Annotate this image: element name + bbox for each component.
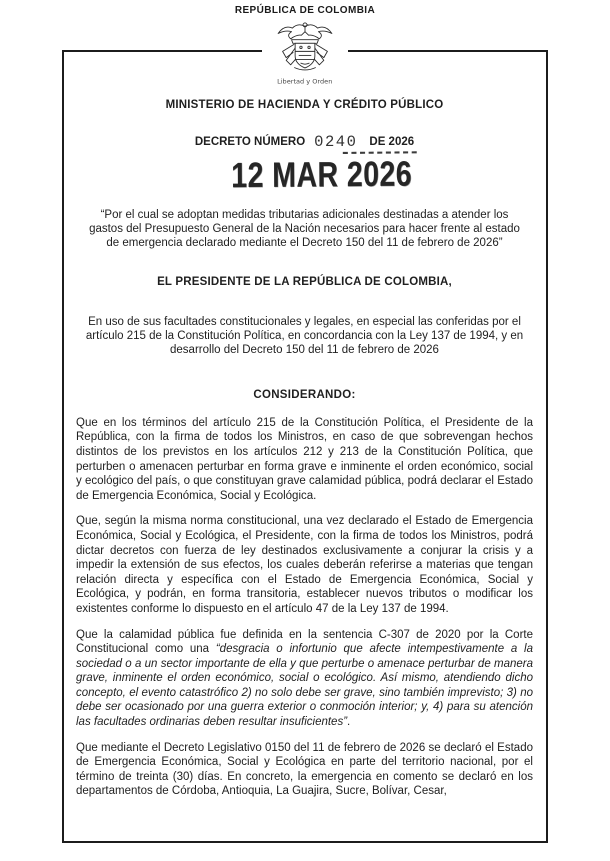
- decree-number-stamp: 0240: [314, 133, 358, 151]
- powers-paragraph: En uso de sus facultades constitucionales y legales, en especial las conferidas por el artículo 215 de la Constitución Política, en concordancia con la Ley 137 de 1994, y en desarrollo del Decreto 150 del 11 de febrero de 2026: [85, 316, 524, 356]
- stamp-date-text: 12 MAR 2026: [230, 154, 413, 196]
- date-stamp-inner: [231, 154, 412, 196]
- consideration-paragraph-4: Que mediante el Decreto Legislativo 0150 del 11 de febrero de 2026 se declaró el Estado de Emergencia Económica, Social y Ecológica en parte del territorio nacional, por el término de treinta (30) días. En concreto, la emergencia en comento se declaró en los departamentos de Córdoba, Antioquia, La Guajira, Sucre, Bolívar, Cesar,: [76, 741, 533, 798]
- consideration-paragraph-1: Que en los términos del artículo 215 de la Constitución Política, el Presidente de la República, con la firma de todos los Ministros, en caso de que sobrevengan hechos distintos de los previstos en los artículos 212 y 213 de la Constitución Política, que perturben o amenacen perturbar en forma grave e inminente el orden económico, social y ecológico del país, o que constituyan grave calamidad pública, podrá declarar el Estado de Emergencia Económica, Social y Ecológica.: [76, 416, 533, 502]
- date-stamp: [76, 156, 533, 198]
- motto-text: Libertad y Orden: [277, 78, 333, 86]
- consideration-paragraph-3-quote: “desgracia o infortunio que afecte intempestivamente a la sociedad o a un sector importante de ella y que perturbe o amenace perturbar de manera grave, inminente el orden económico, social o ecológico. Así mismo, atendiendo dicho concepto, el evento catastrófico 2) no solo debe ser grave, sino también imprevisto; 3) no debe ser ocasionado por una guerra exterior o conmoción interior; y, 4) para su atención las facultades ordinarias deben resultar insuficientes”: [76, 643, 533, 729]
- decree-year-label: DE 2026: [369, 136, 415, 148]
- authority-line: EL PRESIDENTE DE LA REPÚBLICA DE COLOMBIA,: [157, 276, 452, 289]
- consideration-paragraph-3-lead: Que la calamidad pública fue definida en la sentencia C-307 de 2020 por la Corte Constitucional como una: [76, 628, 533, 656]
- consideration-paragraph-3: [76, 628, 533, 730]
- decree-subject: “Por el cual se adoptan medidas tributarias adicionales destinadas a atender los gastos del Presupuesto General de la Nación necesarios para hacer frente al estado de emergencia declarado mediante el Decreto 150 del 11 de febrero de 2026”: [89, 209, 520, 249]
- decree-label: DECRETO NÚMERO: [194, 136, 306, 148]
- coat-of-arms: [262, 20, 348, 91]
- republic-title: REPÚBLICA DE COLOMBIA: [234, 5, 376, 16]
- document-frame: [62, 50, 548, 843]
- considering-heading: CONSIDERANDO:: [253, 388, 356, 401]
- ministry-title: MINISTERIO DE HACIENDA Y CRÉDITO PÚBLICO: [165, 99, 444, 111]
- consideration-paragraph-3-tail: .: [347, 716, 351, 729]
- decree-number-line: [76, 133, 533, 151]
- colombia-coat-of-arms-icon: [262, 20, 348, 72]
- consideration-paragraph-2: Que, según la misma norma constitucional, una vez declarado el Estado de Emergencia Económica, Social y Ecológica, el Presidente, con la firma de todos los Ministros, podrá dictar decretos con fuerza de ley destinados exclusivamente a conjurar la crisis y a impedir la extensión de sus efectos, los cuales deberán referirse a materias que tengan relación directa y específica con el Estado de Emergencia Económica, Social y Ecológica, y podrán, en forma transitoria, establecer nuevos tributos o modificar los existentes conforme lo dispuesto en el artículo 47 de la Ley 137 de 1994.: [76, 515, 533, 615]
- considerations-section: [76, 416, 533, 799]
